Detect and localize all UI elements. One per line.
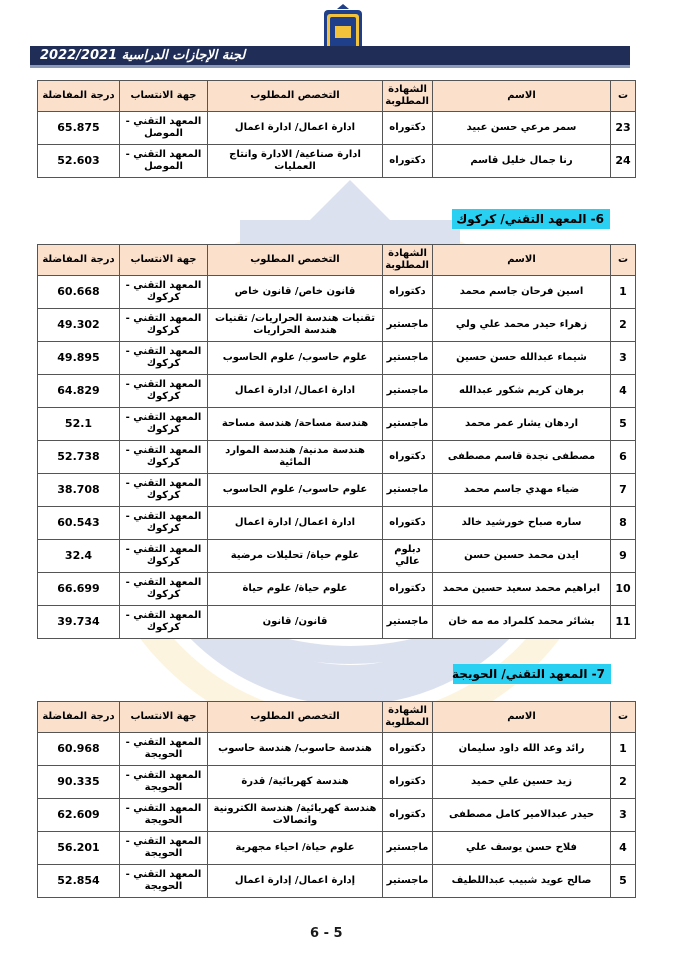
cell-num: 1 [611, 733, 636, 766]
header-cert: الشهادة المطلوبة [383, 702, 433, 733]
cell-num: 23 [611, 112, 636, 145]
cell-num: 1 [611, 276, 636, 309]
table-row [38, 441, 636, 474]
cell-org: المعهد التقني - كركوك [120, 342, 208, 375]
cell-cert: ماجستير [383, 606, 433, 639]
cell-score: 62.609 [38, 799, 120, 832]
cell-org: المعهد التقني - كركوك [120, 474, 208, 507]
table-header-row [38, 245, 636, 276]
cell-spec: علوم حاسوب/ علوم الحاسوب [208, 342, 383, 375]
cell-org: المعهد التقني - الحويجة [120, 733, 208, 766]
cell-org: المعهد التقني - كركوك [120, 507, 208, 540]
cell-cert: ماجستير [383, 309, 433, 342]
cell-org: المعهد التقني - الموصل [120, 112, 208, 145]
header-name: الاسم [433, 81, 611, 112]
header-spec: التخصص المطلوب [208, 81, 383, 112]
cell-spec: علوم حياة/ علوم حياة [208, 573, 383, 606]
cell-score: 65.875 [38, 112, 120, 145]
table-row [38, 606, 636, 639]
header-org: جهة الانتساب [120, 702, 208, 733]
table-row [38, 375, 636, 408]
cell-num: 11 [611, 606, 636, 639]
table-row [38, 733, 636, 766]
cell-spec: هندسة مساحة/ هندسة مساحة [208, 408, 383, 441]
header-num: ت [611, 81, 636, 112]
table-row [38, 766, 636, 799]
table-row [38, 276, 636, 309]
cell-spec: تقنيات هندسة الحراريات/ تقنيات هندسة الحراريات [208, 309, 383, 342]
cell-num: 9 [611, 540, 636, 573]
cell-score: 52.1 [38, 408, 120, 441]
cell-org: المعهد التقني - كركوك [120, 375, 208, 408]
cell-num: 4 [611, 832, 636, 865]
cell-name: برهان كريم شكور عبدالله [433, 375, 611, 408]
table-row [38, 832, 636, 865]
cell-name: شيماء عبدالله حسن حسين [433, 342, 611, 375]
header-num: ت [611, 702, 636, 733]
cell-cert: ماجستير [383, 474, 433, 507]
header-num: ت [611, 245, 636, 276]
cell-num: 8 [611, 507, 636, 540]
cell-spec: قانون خاص/ قانون خاص [208, 276, 383, 309]
cell-org: المعهد التقني - الموصل [120, 145, 208, 178]
cell-spec: علوم حياة/ تحليلات مرضية [208, 540, 383, 573]
cell-score: 32.4 [38, 540, 120, 573]
table-row [38, 342, 636, 375]
cell-name: صالح عويد شبيب عبداللطيف [433, 865, 611, 898]
page-number: 6 - 5 [310, 926, 343, 941]
cell-score: 64.829 [38, 375, 120, 408]
cell-cert: دكتوراه [383, 112, 433, 145]
table-hawija [37, 701, 636, 898]
cell-num: 10 [611, 573, 636, 606]
cell-cert: دكتوراه [383, 276, 433, 309]
cell-spec: علوم حياة/ احياء مجهرية [208, 832, 383, 865]
cell-name: رنا جمال خليل قاسم [433, 145, 611, 178]
table-row [38, 145, 636, 178]
cell-num: 2 [611, 766, 636, 799]
cell-num: 5 [611, 865, 636, 898]
cell-org: المعهد التقني - كركوك [120, 276, 208, 309]
cell-name: سمر مرعي حسن عبيد [433, 112, 611, 145]
header-score: درجة المفاضلة [38, 245, 120, 276]
cell-name: زيد حسين علي حميد [433, 766, 611, 799]
cell-spec: ادارة اعمال/ ادارة اعمال [208, 112, 383, 145]
header-score: درجة المفاضلة [38, 702, 120, 733]
header-name: الاسم [433, 245, 611, 276]
cell-cert: ماجستير [383, 865, 433, 898]
table-row [38, 408, 636, 441]
cell-org: المعهد التقني - كركوك [120, 441, 208, 474]
cell-org: المعهد التقني - كركوك [120, 408, 208, 441]
table-row [38, 474, 636, 507]
cell-cert: دكتوراه [383, 573, 433, 606]
section-title-hawija [453, 664, 611, 684]
cell-name: ضياء مهدي جاسم محمد [433, 474, 611, 507]
cell-name: ايدن محمد حسين حسن [433, 540, 611, 573]
header-name: الاسم [433, 702, 611, 733]
section-label: المعهد التقني/ الحويجة [452, 667, 588, 681]
cell-spec: ادارة صناعية/ الادارة وانتاج العمليات [208, 145, 383, 178]
cell-cert: دكتوراه [383, 733, 433, 766]
cell-num: 4 [611, 375, 636, 408]
cell-score: 52.854 [38, 865, 120, 898]
cell-cert: ماجستير [383, 375, 433, 408]
cell-score: 66.699 [38, 573, 120, 606]
cell-cert: ماجستير [383, 832, 433, 865]
table-row [38, 507, 636, 540]
cell-spec: هندسة مدنية/ هندسة الموارد المائية [208, 441, 383, 474]
cell-name: بشائر محمد كلمراد مه مه خان [433, 606, 611, 639]
cell-cert: ماجستير [383, 408, 433, 441]
cell-score: 38.708 [38, 474, 120, 507]
header-spec: التخصص المطلوب [208, 245, 383, 276]
cell-org: المعهد التقني - الحويجة [120, 832, 208, 865]
cell-cert: دكتوراه [383, 507, 433, 540]
cell-num: 6 [611, 441, 636, 474]
table-header-row [38, 702, 636, 733]
cell-score: 39.734 [38, 606, 120, 639]
cell-score: 52.738 [38, 441, 120, 474]
table-row [38, 799, 636, 832]
header-spec: التخصص المطلوب [208, 702, 383, 733]
cell-score: 90.335 [38, 766, 120, 799]
cell-org: المعهد التقني - الحويجة [120, 865, 208, 898]
cell-score: 56.201 [38, 832, 120, 865]
cell-num: 24 [611, 145, 636, 178]
page-title: لجنة الإجازات الدراسية 2022/2021 [40, 48, 246, 63]
cell-num: 5 [611, 408, 636, 441]
cell-cert: ماجستير [383, 342, 433, 375]
cell-spec: إدارة اعمال/ إدارة اعمال [208, 865, 383, 898]
header-org: جهة الانتساب [120, 245, 208, 276]
cell-org: المعهد التقني - كركوك [120, 540, 208, 573]
cell-score: 49.302 [38, 309, 120, 342]
cell-cert: دكتوراه [383, 441, 433, 474]
table-row [38, 540, 636, 573]
cell-score: 60.968 [38, 733, 120, 766]
cell-score: 60.543 [38, 507, 120, 540]
header-cert: الشهادة المطلوبة [383, 245, 433, 276]
cell-score: 52.603 [38, 145, 120, 178]
cell-cert: دبلوم عالي [383, 540, 433, 573]
cell-score: 49.895 [38, 342, 120, 375]
header-score: درجة المفاضلة [38, 81, 120, 112]
table-row [38, 573, 636, 606]
cell-num: 7 [611, 474, 636, 507]
cell-name: ابراهيم محمد سعيد حسين محمد [433, 573, 611, 606]
cell-spec: هندسة كهربائية/ هندسة الكترونية واتصالات [208, 799, 383, 832]
table-kirkuk [37, 244, 636, 639]
cell-num: 3 [611, 342, 636, 375]
cell-num: 2 [611, 309, 636, 342]
header-cert: الشهادة المطلوبة [383, 81, 433, 112]
table-row [38, 309, 636, 342]
table-mosul [37, 80, 636, 178]
cell-cert: دكتوراه [383, 145, 433, 178]
table-row [38, 865, 636, 898]
cell-name: فلاح حسن يوسف علي [433, 832, 611, 865]
cell-spec: ادارة اعمال/ ادارة اعمال [208, 375, 383, 408]
header-org: جهة الانتساب [120, 81, 208, 112]
cell-spec: علوم حاسوب/ علوم الحاسوب [208, 474, 383, 507]
cell-spec: قانون/ قانون [208, 606, 383, 639]
cell-spec: هندسة كهربائية/ قدرة [208, 766, 383, 799]
cell-name: اردهان يشار عمر محمد [433, 408, 611, 441]
section-number: 6- [590, 212, 604, 226]
section-number: 7- [591, 667, 605, 681]
cell-cert: دكتوراه [383, 799, 433, 832]
section-label: المعهد التقني/ كركوك [456, 212, 587, 226]
cell-org: المعهد التقني - كركوك [120, 606, 208, 639]
cell-num: 3 [611, 799, 636, 832]
section-title-kirkuk [452, 209, 610, 229]
cell-name: حيدر عبدالامير كامل مصطفى [433, 799, 611, 832]
cell-cert: دكتوراه [383, 766, 433, 799]
cell-name: اسين فرحان جاسم محمد [433, 276, 611, 309]
cell-org: المعهد التقني - كركوك [120, 309, 208, 342]
table-row [38, 112, 636, 145]
cell-name: رائد وعد الله داود سليمان [433, 733, 611, 766]
cell-spec: هندسة حاسوب/ هندسة حاسوب [208, 733, 383, 766]
cell-org: المعهد التقني - الحويجة [120, 799, 208, 832]
cell-score: 60.668 [38, 276, 120, 309]
table-header-row [38, 81, 636, 112]
cell-name: ساره صباح خورشيد خالد [433, 507, 611, 540]
cell-spec: ادارة اعمال/ ادارة اعمال [208, 507, 383, 540]
cell-name: زهراء حيدر محمد علي ولي [433, 309, 611, 342]
cell-org: المعهد التقني - الحويجة [120, 766, 208, 799]
cell-name: مصطفى نجدة قاسم مصطفى [433, 441, 611, 474]
cell-org: المعهد التقني - كركوك [120, 573, 208, 606]
